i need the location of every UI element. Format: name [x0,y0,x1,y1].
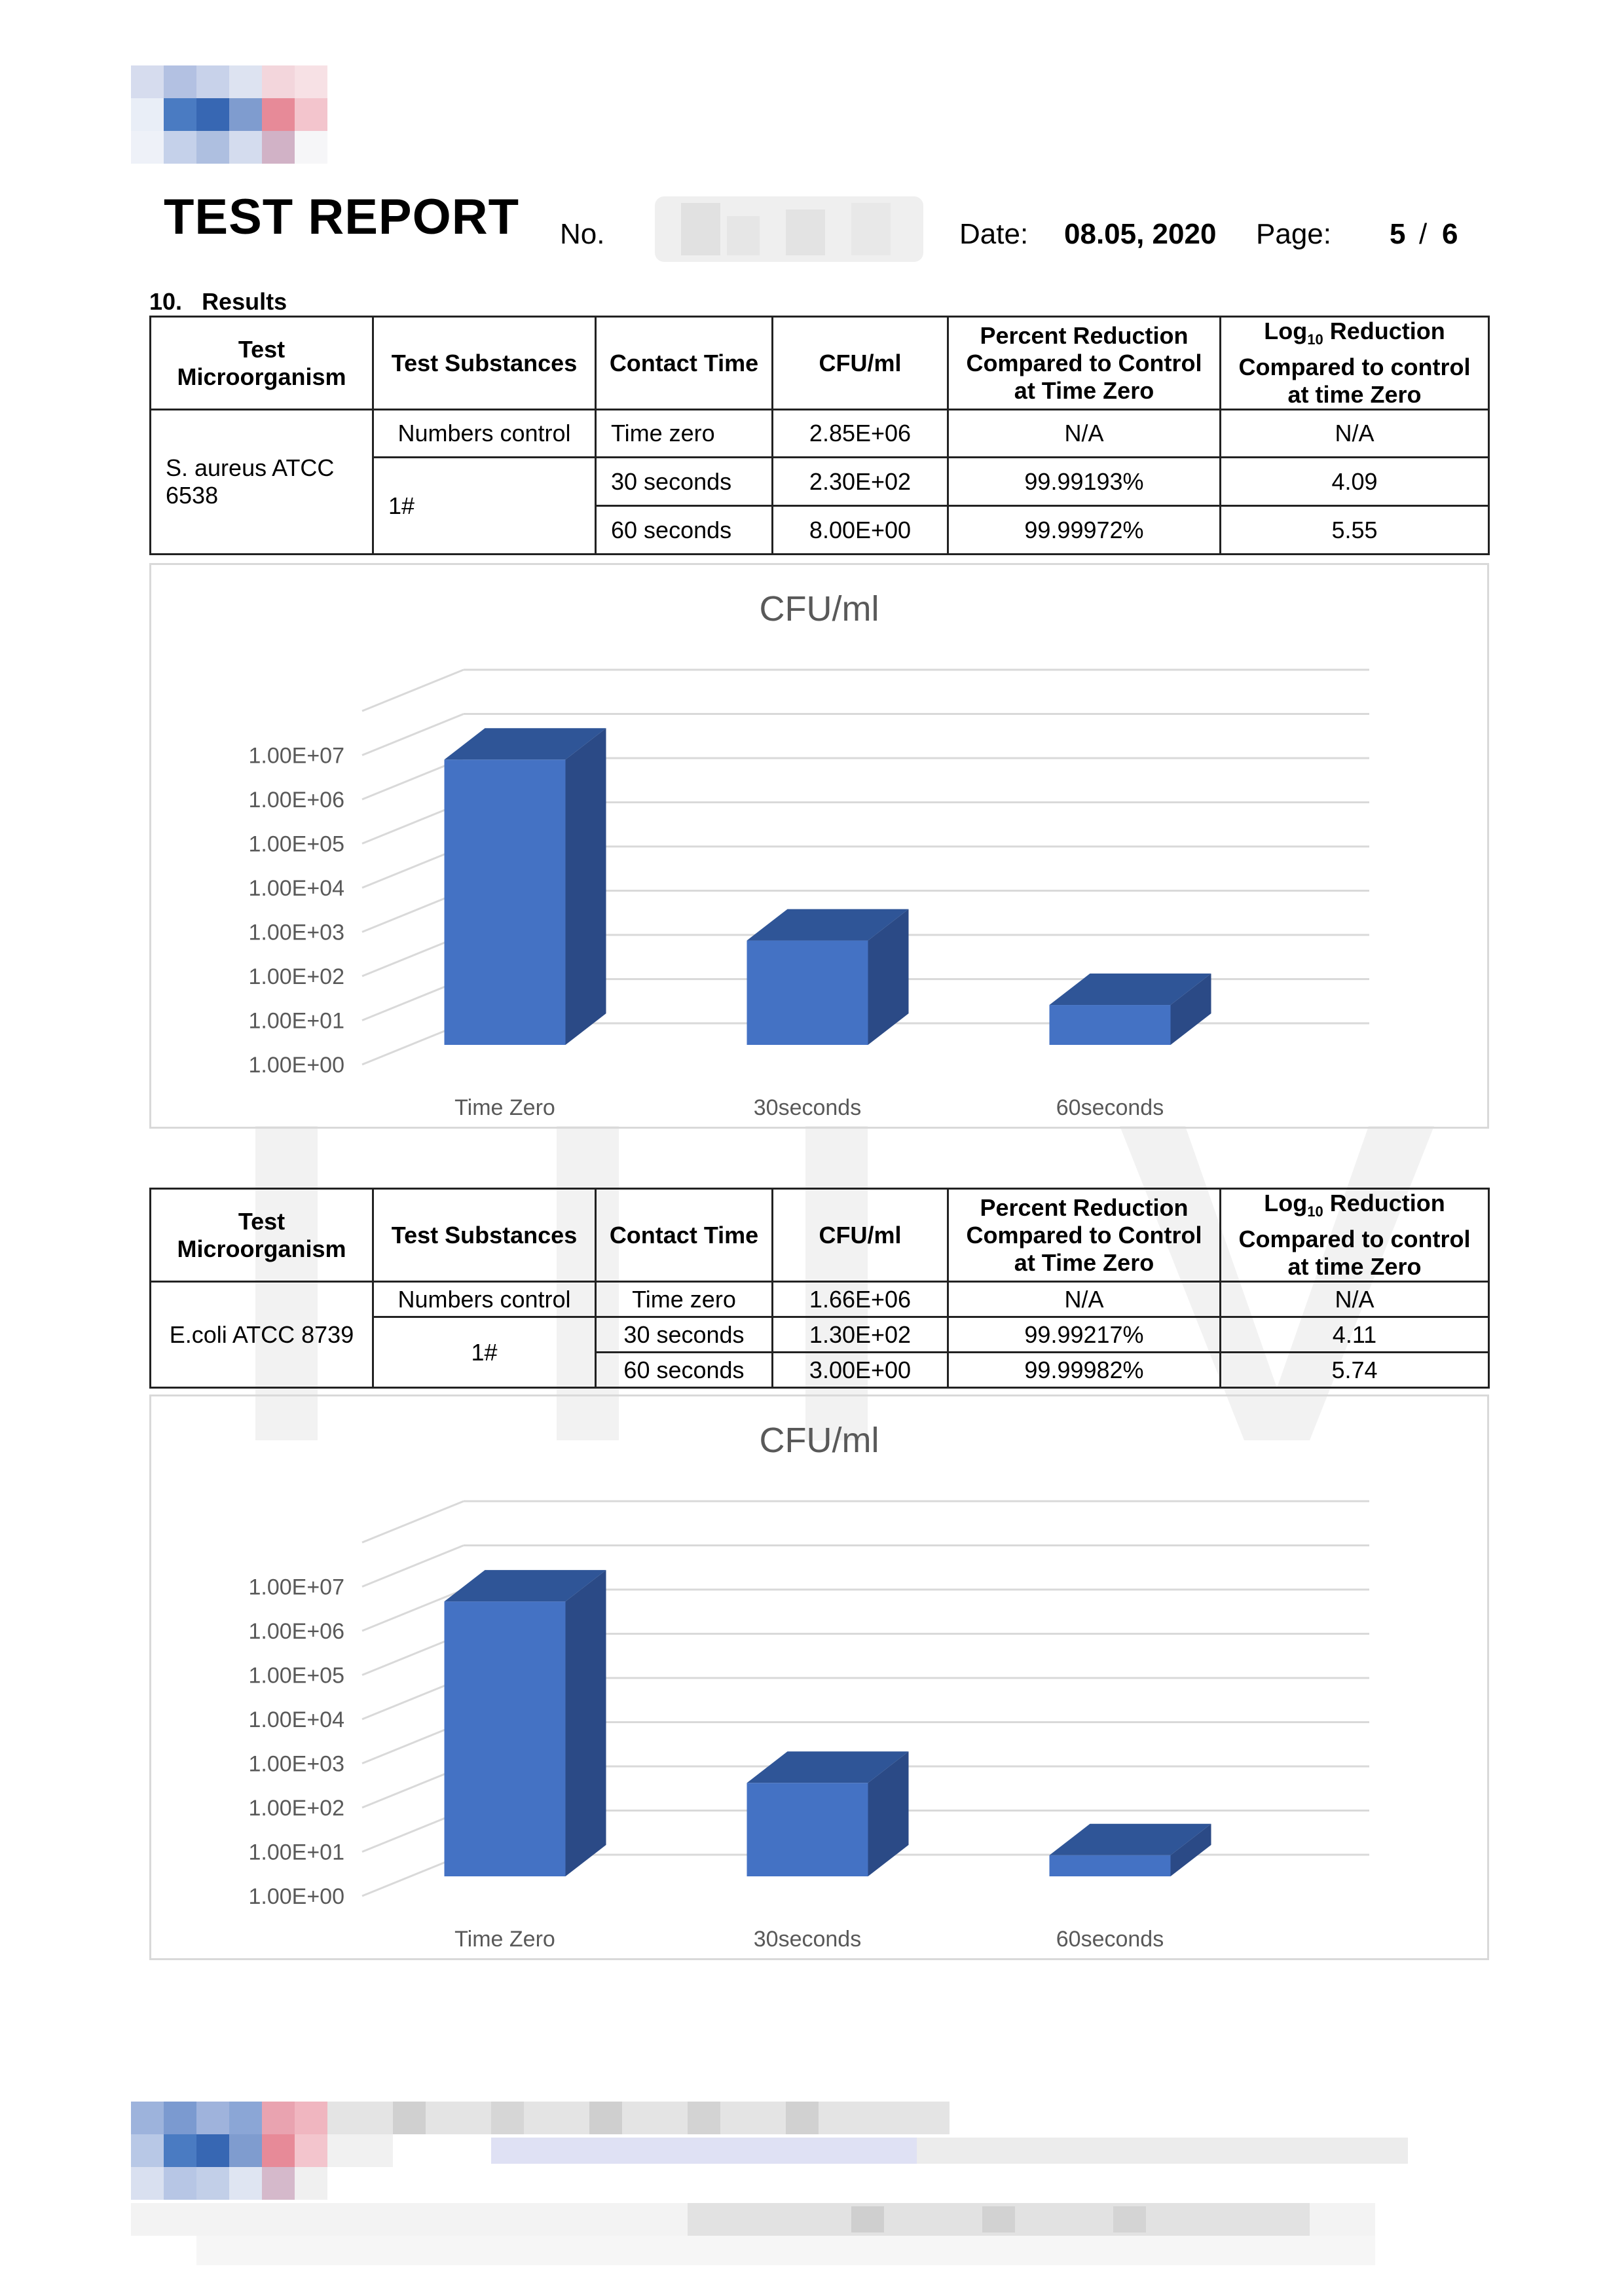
report-title: TEST REPORT [164,189,520,245]
x-tick-label: 30seconds [753,1927,862,1952]
page-current: 5 [1390,218,1406,250]
page-total: 6 [1442,218,1458,250]
cell-cfu: 1.30E+02 [773,1317,948,1353]
gridline-depth [362,1546,464,1587]
date-label: Date: [959,218,1029,250]
results-table-s-aureus [149,316,1490,555]
y-tick-label: 1.00E+00 [248,1053,344,1078]
bar-time-zero [445,1601,566,1876]
header-microorganism: Test Microorganism [151,1189,373,1282]
page-label: Page: [1256,218,1331,250]
y-tick-label: 1.00E+03 [248,920,344,945]
header-contact-time: Contact Time [596,317,773,410]
bar-30seconds [747,1783,868,1876]
chart-title: CFU/ml [759,589,879,629]
y-tick-label: 1.00E+00 [248,1884,344,1909]
cell-percent: 99.99217% [948,1317,1221,1353]
x-tick-label: Time Zero [454,1095,555,1120]
cell-log: N/A [1221,1282,1489,1317]
chart-title: CFU/ml [759,1421,879,1460]
cfu-chart-e-coli [149,1394,1489,1960]
y-tick-label: 1.00E+06 [248,1619,344,1644]
cell-time: 30 seconds [596,1317,773,1353]
x-tick-label: 60seconds [1056,1095,1164,1120]
cell-log: 5.55 [1221,506,1489,555]
header-percent-reduction: Percent Reduction Compared to Control at Time Zero [948,317,1221,410]
header-cfu: CFU/ml [773,1189,948,1282]
y-tick-label: 1.00E+07 [248,743,344,769]
y-tick-label: 1.00E+04 [248,1707,344,1732]
report-number-redacted [655,196,923,262]
cell-log: 4.09 [1221,458,1489,506]
x-tick-label: 30seconds [753,1095,862,1120]
header-log-reduction: Log$_{10}$ Reduction Compared to control at time Zero [1221,1189,1489,1282]
gridline-depth [362,1501,464,1542]
cell-substance: 1# [373,1317,596,1388]
cell-time: 30 seconds [596,458,773,506]
cell-substance: 1# [373,458,596,555]
cell-time: 60 seconds [596,1353,773,1388]
cell-percent: 99.99982% [948,1353,1221,1388]
header-substances: Test Substances [373,1189,596,1282]
section-heading [149,288,287,316]
table-header-row [151,1189,1489,1282]
header-substances: Test Substances [373,317,596,410]
cell-substance: Numbers control [373,410,596,458]
cell-log: N/A [1221,410,1489,458]
header-cfu: CFU/ml [773,317,948,410]
cfu-chart-s-aureus [149,563,1489,1129]
section-number: 10. [149,288,183,315]
y-tick-label: 1.00E+04 [248,876,344,901]
table-header-row [151,317,1489,410]
cell-cfu: 1.66E+06 [773,1282,948,1317]
gridline-depth [362,670,464,711]
bar-side-face [566,1570,606,1876]
cell-percent: N/A [948,1282,1221,1317]
y-tick-label: 1.00E+06 [248,788,344,812]
page-separator: / [1419,218,1428,250]
company-logo [131,65,367,164]
bar-60seconds [1050,1855,1171,1876]
chart-svg [151,565,1487,1127]
cell-substance: Numbers control [373,1282,596,1317]
y-tick-label: 1.00E+02 [248,964,344,989]
date-value: 08.05, 2020 [1064,218,1217,250]
y-tick-label: 1.00E+02 [248,1796,344,1821]
cell-percent: 99.99972% [948,506,1221,555]
table-row [151,1282,1489,1317]
cell-time: 60 seconds [596,506,773,555]
bar-side-face [566,728,606,1045]
header-log-reduction: Log$_{10}$ Reduction Compared to control at time Zero [1221,317,1489,410]
cell-log: 4.11 [1221,1317,1489,1353]
header-contact-time: Contact Time [596,1189,773,1282]
footer-redacted [131,2102,1388,2265]
x-tick-label: 60seconds [1056,1927,1164,1952]
cell-percent: N/A [948,410,1221,458]
report-number-label: No. [560,218,605,250]
cell-cfu: 2.30E+02 [773,458,948,506]
chart-svg [151,1396,1487,1958]
header-percent-reduction: Percent Reduction Compared to Control at Time Zero [948,1189,1221,1282]
cell-cfu: 3.00E+00 [773,1353,948,1388]
bar-60seconds [1050,1005,1171,1045]
cell-cfu: 2.85E+06 [773,410,948,458]
cell-log: 5.74 [1221,1353,1489,1388]
gridline-depth [362,714,464,756]
cell-time: Time zero [596,1282,773,1317]
bar-time-zero [445,759,566,1045]
section-title: Results [202,288,287,315]
y-tick-label: 1.00E+01 [248,1840,344,1865]
cell-cfu: 8.00E+00 [773,506,948,555]
cell-time: Time zero [596,410,773,458]
bar-30seconds [747,941,868,1045]
y-tick-label: 1.00E+05 [248,831,344,857]
x-tick-label: Time Zero [454,1927,555,1952]
y-tick-label: 1.00E+07 [248,1575,344,1600]
cell-microorganism: E.coli ATCC 8739 [151,1282,373,1388]
y-tick-label: 1.00E+05 [248,1663,344,1688]
y-tick-label: 1.00E+01 [248,1008,344,1034]
results-table-e-coli [149,1188,1490,1389]
cell-percent: 99.99193% [948,458,1221,506]
y-tick-label: 1.00E+03 [248,1751,344,1777]
cell-microorganism: S. aureus ATCC 6538 [151,410,373,555]
header-microorganism: Test Microorganism [151,317,373,410]
table-row [151,410,1489,458]
